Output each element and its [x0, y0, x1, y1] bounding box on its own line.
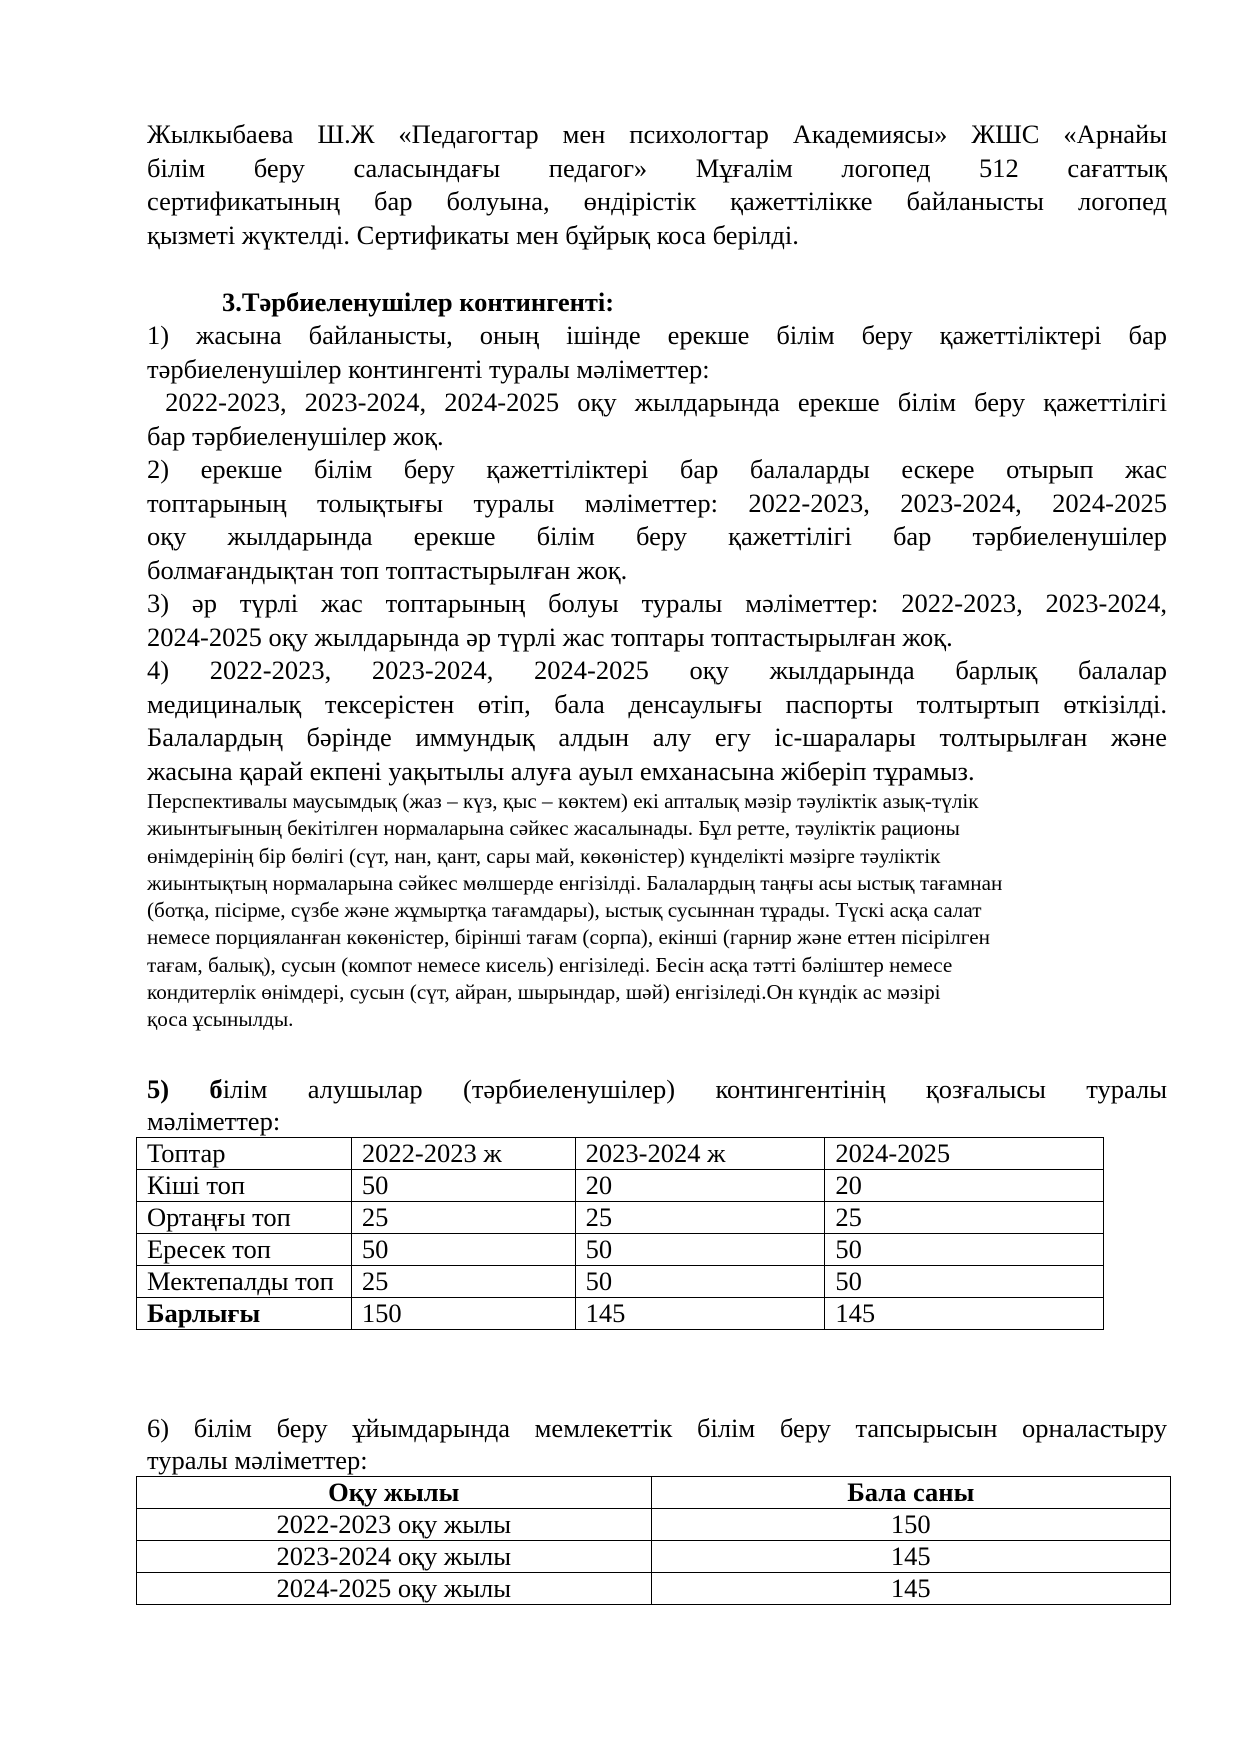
table-header-cell: 2023-2024 ж [575, 1138, 825, 1170]
table-cell: Ересек топ [137, 1234, 352, 1266]
text-line: сертификатының бар болуына, өндірістік қажеттілікке байланысты логопед [147, 186, 1167, 216]
menu-paragraph [147, 788, 1167, 1034]
text-line: 2022-2023, 2023-2024, 2024-2025 оқу жылдарында ерекше білім беру қажеттілігі [147, 387, 1167, 417]
table-row [137, 1202, 1104, 1234]
table-cell: 145 [651, 1541, 1171, 1573]
item-number: 5) б [147, 1074, 223, 1104]
table-total-row [137, 1298, 1104, 1330]
text-line: жиынтықтың нормаларына сәйкес мөлшерде енгізілді. Балалардың таңғы асы ыстық тағамнан [147, 870, 1003, 895]
text-line [147, 1073, 1167, 1107]
table-cell: 150 [651, 1509, 1171, 1541]
table-cell: 20 [825, 1170, 1104, 1202]
table-cell: 145 [825, 1298, 1104, 1330]
table-row [137, 1170, 1104, 1202]
text-line: кондитерлік өнімдері, сусын (сүт, айран, шырындар, шәй) енгізіледі.Он күндік ас мәзірі [147, 980, 941, 1005]
intro-paragraph [147, 118, 1167, 252]
table-row [137, 1234, 1104, 1266]
text-line: 2) ерекше білім беру қажеттіліктері бар балаларды ескере отырып жас [147, 454, 1167, 484]
text-line: Жылкыбаева Ш.Ж «Педагогтар мен психологтар Академиясы» ЖШС «Арнайы [147, 119, 1167, 149]
paragraph-5 [147, 1073, 1167, 1135]
table-cell: Ортаңғы топ [137, 1202, 352, 1234]
table-cell: 145 [651, 1573, 1171, 1605]
text-line: 4) 2022-2023, 2023-2024, 2024-2025 оқу жылдарында барлық балалар [147, 655, 1167, 685]
paragraph-2 [147, 453, 1167, 587]
text-line: бар тәрбиеленушілер жоқ. [147, 420, 444, 451]
table-row [137, 1266, 1104, 1298]
paragraph-4 [147, 654, 1167, 788]
table-cell: 50 [575, 1234, 825, 1266]
table-cell: 145 [575, 1298, 825, 1330]
table-header-row [137, 1477, 1171, 1509]
table-cell: 50 [351, 1170, 575, 1202]
text-line: оқу жылдарында ерекше білім беру қажеттілігі бар тәрбиеленушілер [147, 521, 1167, 551]
table-cell: 25 [825, 1202, 1104, 1234]
table-cell: 2024-2025 оқу жылы [137, 1573, 652, 1605]
table-header-row [137, 1138, 1104, 1170]
text-line: Перспективалы маусымдық (жаз – күз, қыс – көктем) екі апталық мәзір тәуліктік азық-түлік [147, 789, 979, 813]
text-line: қоса ұсынылды. [147, 1007, 294, 1032]
text-line: мәліметтер: [147, 1105, 281, 1136]
table-cell: 150 [351, 1298, 575, 1330]
table-cell: 50 [575, 1266, 825, 1298]
state-order-table [136, 1476, 1171, 1605]
table-cell: 25 [351, 1266, 575, 1298]
table-row [137, 1573, 1171, 1605]
table-header-cell: Топтар [137, 1138, 352, 1170]
text-line: қызметі жүктелді. Сертификаты мен бұйрық коса берілді. [147, 219, 799, 250]
table-row [137, 1541, 1171, 1573]
text-line: жасына қарай екпені уақытылы алуға ауыл емханасына жіберіп тұрамыз. [147, 755, 975, 786]
table-header-cell: Оқу жылы [137, 1477, 652, 1509]
table-cell: Мектепалды топ [137, 1266, 352, 1298]
text-line: немесе порцияланған көкөністер, бірінші тағам (сорпа), екінші (гарнир және еттен пісірілген [147, 925, 990, 950]
text-line: туралы мәліметтер: [147, 1444, 368, 1475]
text-line: медициналық тексерістен өтіп, бала денсаулығы паспорты толтыртып өткізілді. [147, 688, 1167, 719]
table-header-cell: 2024-2025 [825, 1138, 1104, 1170]
table-cell: Кіші топ [137, 1170, 352, 1202]
table-cell: Барлығы [137, 1298, 352, 1330]
text-line: жиынтығының бекітілген нормаларына сәйкес жасалынады. Бұл ретте, тәуліктік рационы [147, 816, 960, 841]
contingent-table [136, 1137, 1104, 1330]
text-line: тағам, балық), сусын (компот немесе кисель) енгізіледі. Бесін асқа тәтті бәліштер немесе [147, 952, 953, 977]
text-line: 6) білім беру ұйымдарында мемлекеттік білім беру тапсырысын орналастыру [147, 1413, 1167, 1443]
paragraph-1 [147, 319, 1167, 453]
text-line: Балалардың бәрінде иммундық алдын алу егу іс-шаралары толтырылған және [147, 722, 1167, 752]
text-line: 1) жасына байланысты, оның ішінде ерекше білім беру қажеттіліктері бар [147, 320, 1167, 350]
table-cell: 2022-2023 оқу жылы [137, 1509, 652, 1541]
text-line: (ботқа, пісірме, сүзбе және жұмыртқа тағамдары), ыстық сусыннан тұрады. Түскі асқа салат [147, 898, 982, 923]
paragraph-3 [147, 587, 1167, 654]
text-line: тәрбиеленушілер контингенті туралы мәліметтер: [147, 353, 710, 384]
table-cell: 25 [351, 1202, 575, 1234]
text-line: болмағандықтан топ топтастырылған жоқ. [147, 554, 628, 585]
text-line: 2024-2025 оқу жылдарында әр түрлі жас топтары топтастырылған жоқ. [147, 621, 953, 652]
text-line: білім беру саласындағы педагог» Мұғалім логопед 512 сағаттық [147, 152, 1167, 183]
table-cell: 2023-2024 оқу жылы [137, 1541, 652, 1573]
text-line: 3) әр түрлі жас топтарының болуы туралы мәліметтер: 2022-2023, 2023-2024, [147, 588, 1167, 618]
table-cell: 50 [351, 1234, 575, 1266]
table-header-cell: Бала саны [651, 1477, 1171, 1509]
table-cell: 50 [825, 1266, 1104, 1298]
section-heading: 3.Тәрбиеленушілер контингенті: [222, 287, 615, 317]
table-cell: 25 [575, 1202, 825, 1234]
text-line: өнімдерінің бір бөлігі (сүт, нан, қант, сары май, көкөністер) күнделікті мәзірге тәуліктік [147, 843, 941, 868]
item-text: ілім алушылар (тәрбиеленушілер) контингентінің қозғалысы туралы [222, 1074, 1168, 1104]
text-line: топтарының толықтығы туралы мәліметтер: 2022-2023, 2023-2024, 2024-2025 [147, 487, 1167, 518]
table-cell: 50 [825, 1234, 1104, 1266]
paragraph-6 [147, 1412, 1167, 1474]
table-row [137, 1509, 1171, 1541]
table-cell: 20 [575, 1170, 825, 1202]
table-header-cell: 2022-2023 ж [351, 1138, 575, 1170]
